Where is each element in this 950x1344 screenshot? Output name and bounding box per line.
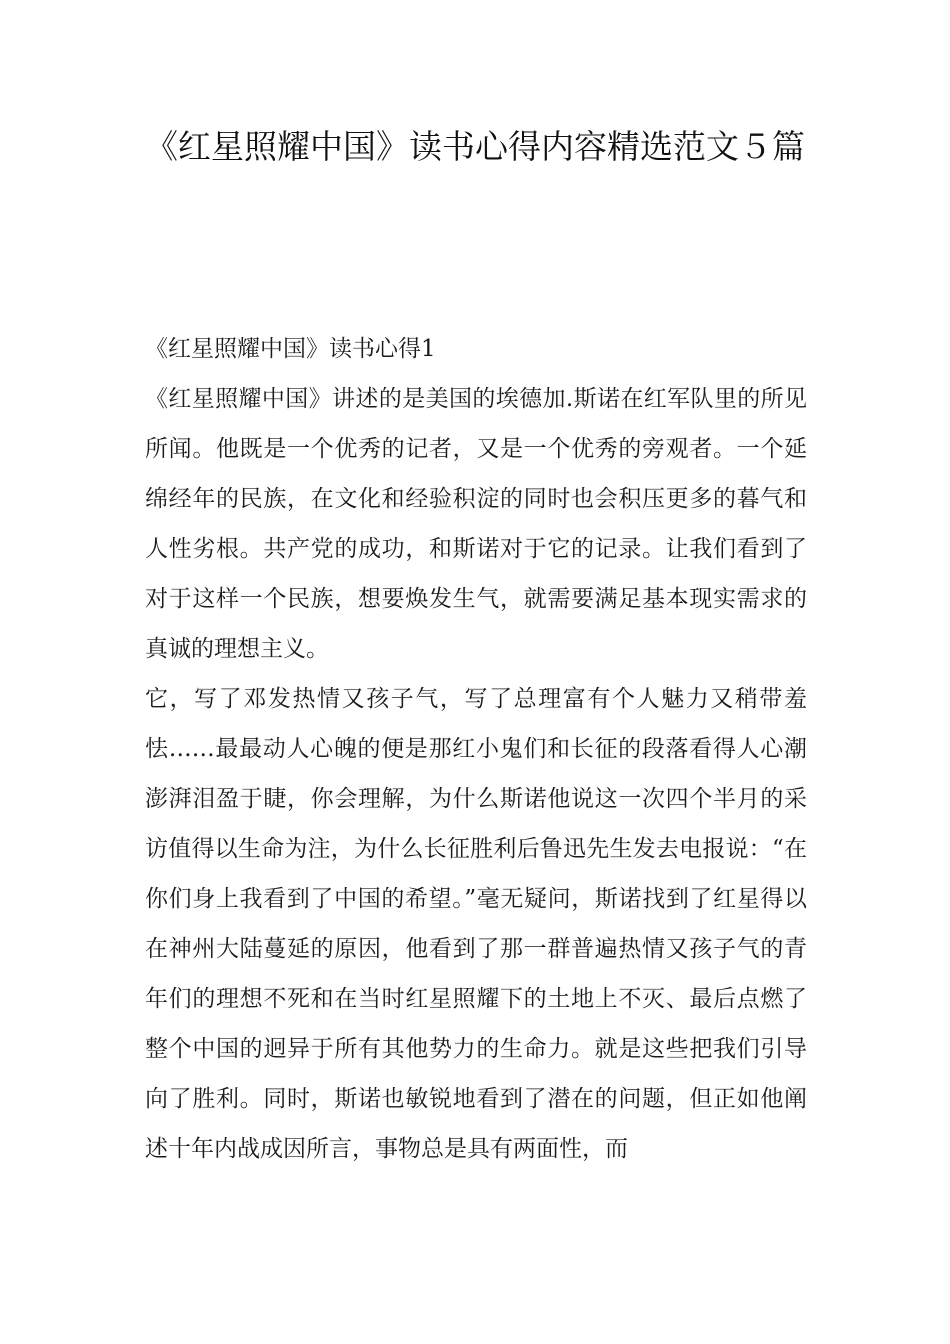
document-body [145,324,807,1174]
paragraph-1: 《红星照耀中国》讲述的是美国的埃德加.斯诺在红军队里的所见所闻。他既是一个优秀的记者，又是一个优秀的旁观者。一个延绵经年的民族，在文化和经验积淀的同时也会积压更多的暮气和人性劣根。共产党的成功，和斯诺对于它的记录。让我们看到了对于这样一个民族，想要焕发生气，就需要满足基本现实需求的真诚的理想主义。 [145,386,807,662]
paragraph-2: 它，写了邓发热情又孩子气，写了总理富有个人魅力又稍带羞怯……最最动人心魄的便是那红小鬼们和长征的段落看得人心潮澎湃泪盈于睫，你会理解，为什么斯诺他说这一次四个半月的采访值得以生命为注，为什么长征胜利后鲁迅先生发去电报说：“在你们身上我看到了中国的希望。”毫无疑问，斯诺找到了红星得以在神州大陆蔓延的原因，他看到了那一群普遍热情又孩子气的青年们的理想不死和在当时红星照耀下的土地上不灭、最后点燃了整个中国的迥异于所有其他势力的生命力。就是这些把我们引导向了胜利。同时，斯诺也敏锐地看到了潜在的问题，但正如他阐述十年内战成因所言，事物总是具有两面性，而 [145,686,807,1162]
document-title: 《红星照耀中国》读书心得内容精选范文５篇 [145,127,805,166]
section-heading: 《红星照耀中国》读书心得1 [145,336,436,362]
